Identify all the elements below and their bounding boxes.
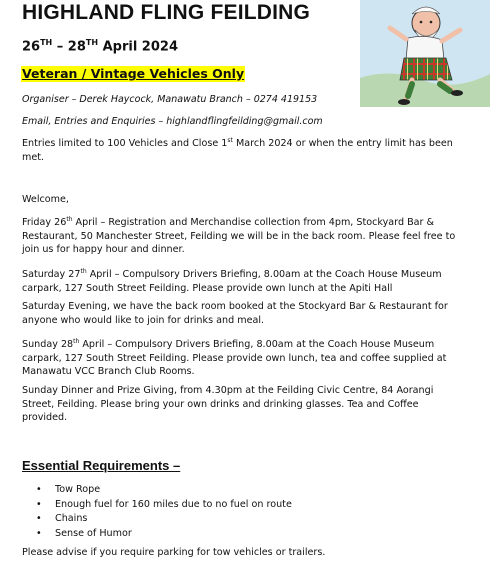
requirement-text: Chains	[55, 513, 88, 524]
dancer-eye	[430, 21, 433, 24]
sunday-pre: Sunday 28	[22, 339, 74, 351]
friday-post: April – Registration and Merchandise collection from 4pm, Stockyard Bar & Restaurant, 50 Manchester Street, Feilding we will be in the back room. Please feel free to join us for happy hour and dinner.	[22, 217, 456, 256]
list-item	[36, 527, 292, 542]
entries-post: March 2024 or when the entry limit has been met.	[22, 138, 453, 163]
saturday-paragraph	[22, 265, 462, 295]
welcome-text: Welcome,	[22, 194, 69, 205]
essential-requirements-heading: Essential Requirements –	[22, 458, 181, 473]
entries-sup: st	[227, 137, 233, 144]
dancer-kilt	[400, 58, 452, 80]
bullet-icon: •	[36, 527, 42, 539]
list-item	[36, 498, 292, 513]
sunday-sup: th	[73, 338, 80, 345]
start-day-suffix: TH	[40, 38, 53, 47]
requirements-list	[36, 483, 292, 541]
sunday-post: April – Compulsory Drivers Briefing, 8.00am at the Coach House Museum carpark, 127 South Street Feilding. Please provide own lunch, tea and coffee supplied at Manawatu VCC Branch Club Rooms.	[22, 339, 447, 378]
requirement-text: Sense of Humor	[55, 527, 132, 539]
bullet-icon: •	[36, 484, 42, 495]
saturday-evening-paragraph: Saturday Evening, we have the back room booked at the Stockyard Bar & Restaurant for anyone who would like to join for drinks and meal.	[22, 301, 448, 326]
saturday-post: April – Compulsory Drivers Briefing, 8.00am at the Coach House Museum carpark, 127 South Street Feilding. Please provide own lunch at the Apiti Hall	[22, 269, 442, 294]
friday-sup: th	[66, 216, 73, 223]
dancer-shirt	[406, 36, 444, 60]
list-item	[36, 512, 292, 527]
bullet-icon: •	[36, 498, 42, 510]
requirement-text: Enough fuel for 160 miles due to no fuel on route	[55, 498, 292, 510]
event-dates	[22, 38, 178, 54]
page-title: HIGHLAND FLING FEILDING	[22, 1, 311, 24]
date-month-year: April 2024	[98, 39, 178, 55]
saturday-sup: th	[80, 268, 87, 275]
list-item	[36, 483, 292, 498]
friday-pre: Friday 26	[22, 217, 67, 229]
end-day-suffix: TH	[85, 38, 99, 47]
dancer-eye	[420, 21, 423, 24]
sunday-dinner-paragraph: Sunday Dinner and Prize Giving, from 4.30pm at the Feilding Civic Centre, 84 Aorangi Street, Feilding. Please bring your own drinks and drinking glasses. Tea and Coffee provided.	[22, 385, 434, 424]
footer-note: Please advise if you require parking for tow vehicles or trailers.	[22, 547, 326, 558]
entries-paragraph	[22, 134, 462, 164]
email-line: Email, Entries and Enquiries – highlandflingfeilding@gmail.com	[22, 116, 323, 127]
sunday-paragraph	[22, 335, 462, 379]
saturday-pre: Saturday 27	[22, 269, 81, 281]
dancer-shoe	[451, 90, 463, 96]
dancer-shoe	[398, 99, 410, 105]
entries-pre: Entries limited to 100 Vehicles and Close 1	[22, 138, 228, 150]
organiser-line: Organiser – Derek Haycock, Manawatu Branch – 0274 419153	[22, 94, 318, 105]
start-day: 26	[22, 39, 41, 55]
vehicle-eligibility-highlight: Veteran / Vintage Vehicles Only	[22, 66, 245, 81]
friday-paragraph	[22, 213, 462, 257]
bullet-icon: •	[36, 513, 42, 524]
requirement-text: Tow Rope	[55, 484, 101, 495]
date-separator: – 28	[52, 39, 86, 55]
highland-dancer-cartoon	[360, 0, 490, 107]
